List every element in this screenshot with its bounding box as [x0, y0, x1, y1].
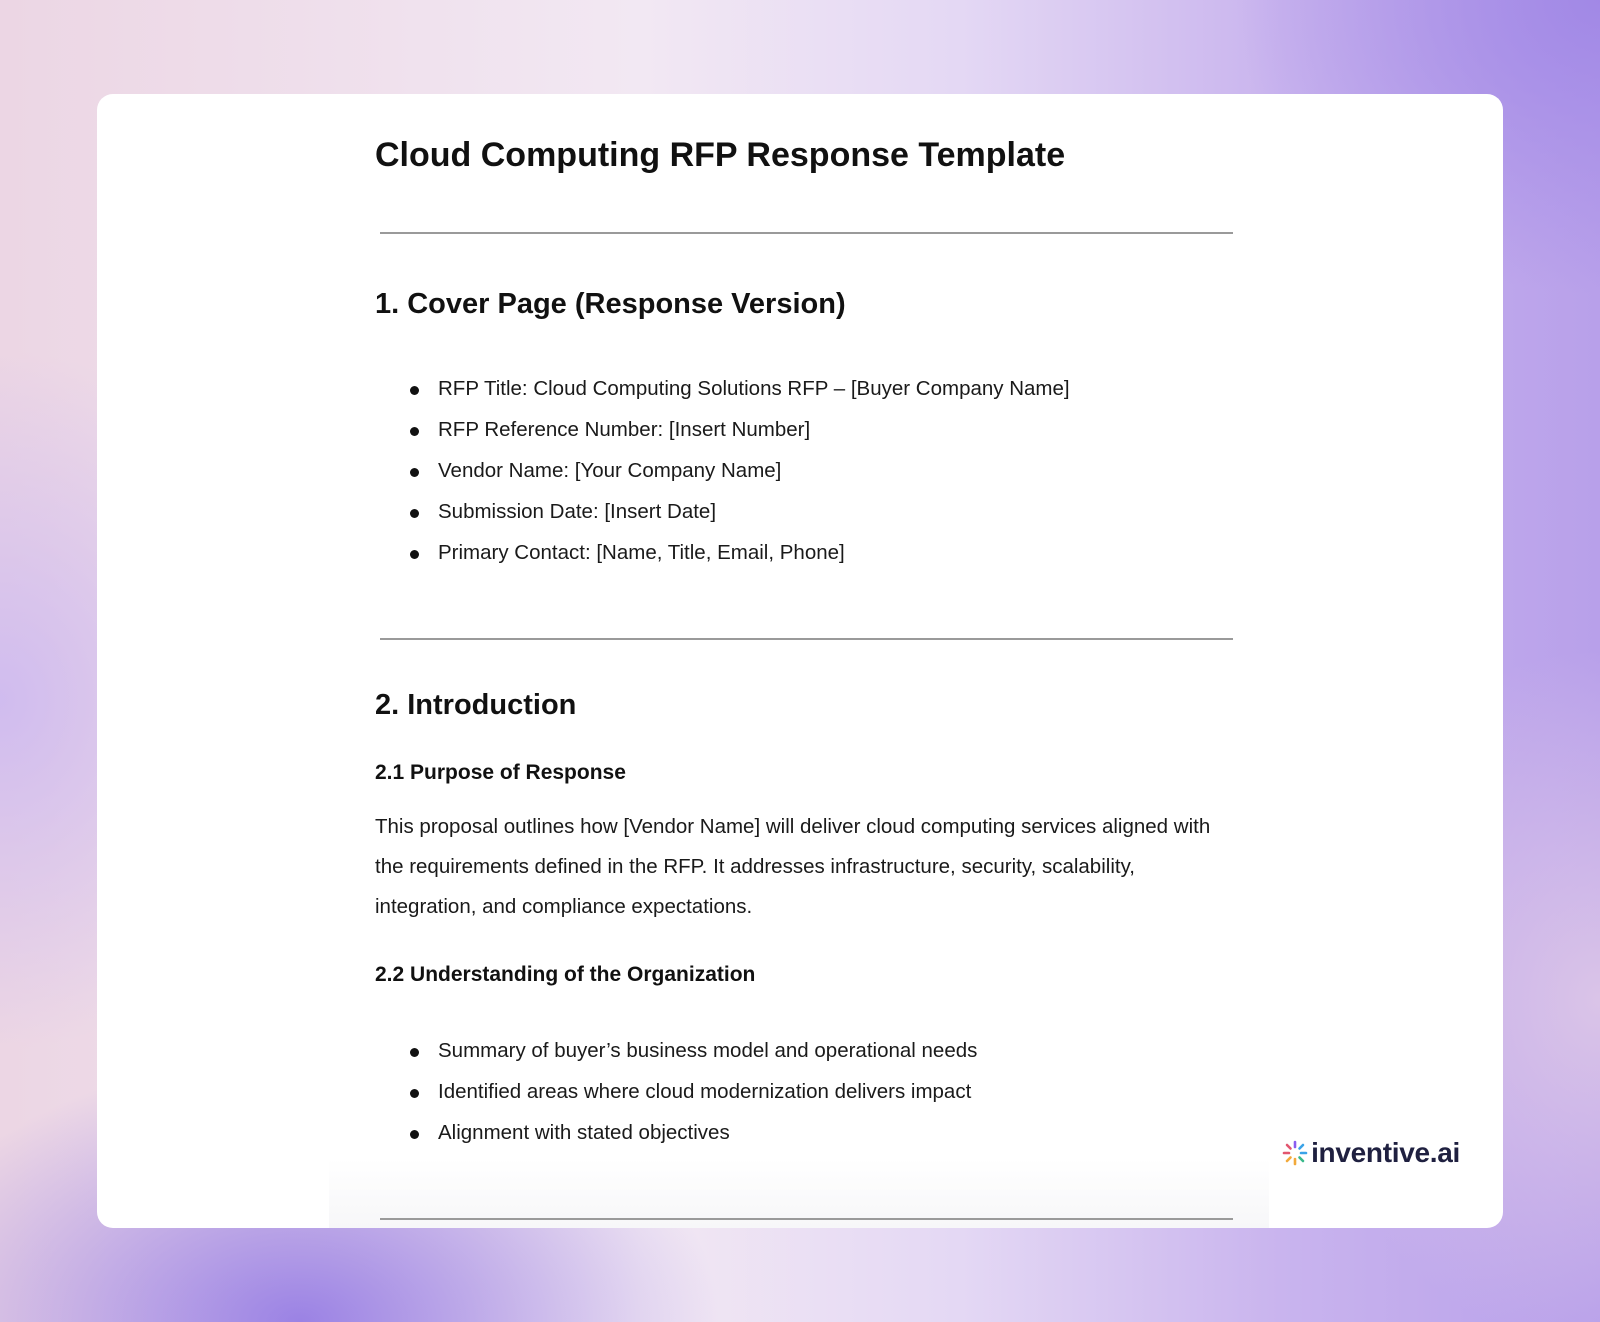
list-item: RFP Title: Cloud Computing Solutions RFP – [Buyer Company Name]: [410, 377, 1070, 418]
section-divider: [380, 638, 1233, 640]
brand-logo: [1282, 1138, 1460, 1168]
document-card: [97, 94, 1503, 1228]
document-body: [97, 94, 1503, 1228]
bullet-icon: [410, 1130, 419, 1139]
list-item: RFP Reference Number: [Insert Number]: [410, 418, 1070, 459]
subsection-heading-understanding: 2.2 Understanding of the Organization: [375, 963, 756, 986]
section-heading-introduction: 2. Introduction: [375, 689, 577, 721]
bullet-icon: [410, 427, 419, 436]
bullet-icon: [410, 1048, 419, 1057]
understanding-list: [410, 1039, 977, 1162]
subsection-heading-purpose: 2.1 Purpose of Response: [375, 761, 626, 784]
brand-logo-text: inventive.ai: [1311, 1137, 1460, 1168]
list-item: Submission Date: [Insert Date]: [410, 500, 1070, 541]
list-item: Summary of buyer’s business model and operational needs: [410, 1039, 977, 1080]
section-divider: [380, 1218, 1233, 1220]
section-divider: [380, 232, 1233, 234]
list-item: Identified areas where cloud modernization delivers impact: [410, 1080, 977, 1121]
sparkle-burst-icon: [1282, 1140, 1308, 1166]
list-item: Vendor Name: [Your Company Name]: [410, 459, 1070, 500]
list-item: Primary Contact: [Name, Title, Email, Phone]: [410, 541, 1070, 582]
section-heading-cover-page: 1. Cover Page (Response Version): [375, 288, 846, 320]
bullet-icon: [410, 1089, 419, 1098]
bullet-icon: [410, 468, 419, 477]
list-item: Alignment with stated objectives: [410, 1121, 977, 1162]
document-title: Cloud Computing RFP Response Template: [375, 136, 1066, 174]
bullet-icon: [410, 550, 419, 559]
cover-page-list: [410, 377, 1070, 582]
purpose-paragraph: This proposal outlines how [Vendor Name] will deliver cloud computing services aligned with the requirements defined in the RFP. It addresses infrastructure, security, scalability, integration, and compliance expectations.: [375, 815, 1211, 918]
bullet-icon: [410, 386, 419, 395]
bullet-icon: [410, 509, 419, 518]
